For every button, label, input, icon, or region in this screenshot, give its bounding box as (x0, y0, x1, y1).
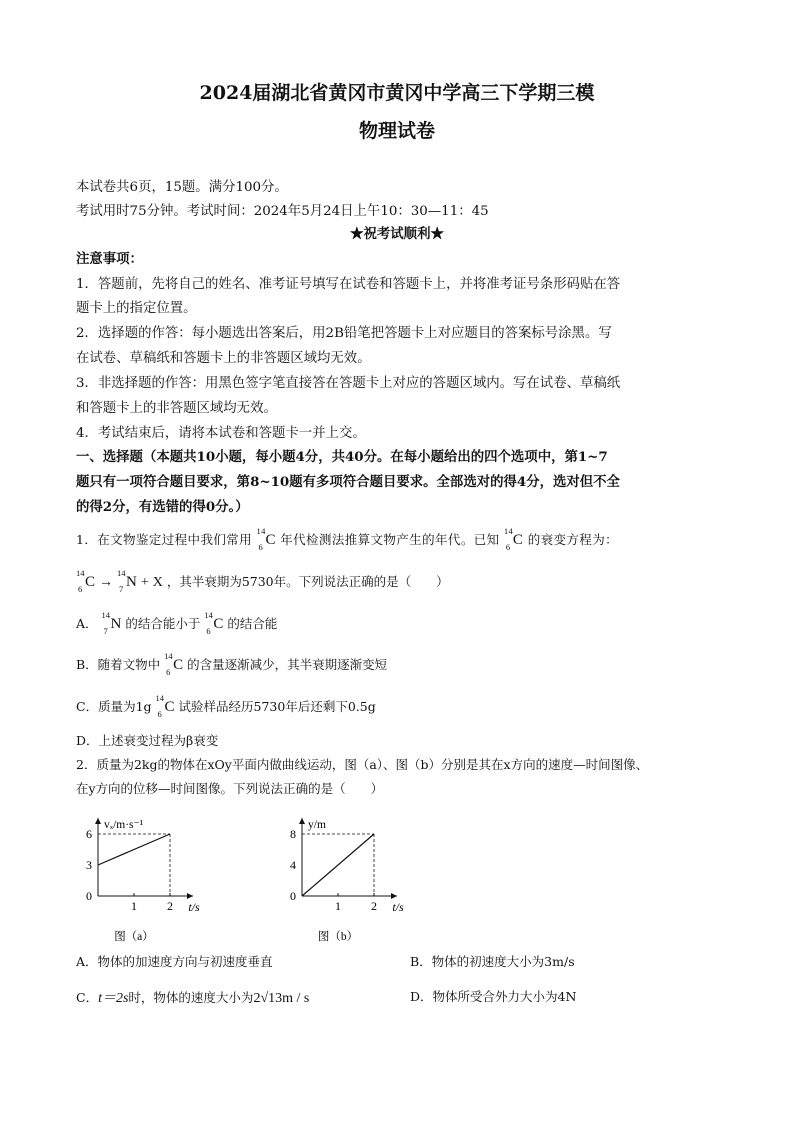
chart-b-displacement-time (280, 806, 420, 946)
q2-stem-line-1: 2．质量为2kg的物体在xOy平面内做曲线运动，图（a）、图（b）分别是其在x方向的速度—时间图像、 (76, 757, 649, 772)
notice-line: 2．选择题的作答：每小题选出答案后，用2B铅笔把答题卡上对应题目的答案标号涂黑。写 (76, 326, 612, 341)
info-line-1: 本试卷共6页，15题。满分100分。 (76, 180, 288, 195)
section-heading-line: 题只有一项符合题目要求，第8~10题有多项符合题目要求。全部选对的得4分，选对但不全 (76, 474, 620, 490)
carbon-14-symbol: 14 6 C (256, 526, 276, 552)
chart-caption: 图（a） (114, 931, 154, 943)
section-heading: 一、选择题（本题共10小题，每小题4分，共40分。在每小题给出的四个选项中，第1~7 (76, 449, 608, 465)
y-axis-label: y/m (308, 819, 326, 831)
carbon-14-symbol: 14 6 C (503, 526, 524, 552)
q2-stem-line-2: 在y方向的位移—时间图像。下列说法正确的是（ ） (76, 781, 384, 796)
x-axis-label: t/s (188, 900, 200, 914)
q1-decay-equation: 14 6 C → 14 7 N + X ，其半衰期为5730年。下列说法正确的是（ ） (76, 568, 449, 594)
section-heading-line: 的得2分，有选错的得0分。） (76, 499, 249, 515)
y-tick-label: 4 (290, 858, 296, 872)
q1-option-c: C．质量为1g 14 6 C 试验样品经历5730年后还剩下0.5g (76, 693, 376, 719)
y-tick-label: 3 (86, 858, 92, 872)
data-series-line (302, 834, 374, 896)
exam-subtitle: 物理试卷 (358, 120, 435, 142)
x-tick-label: 2 (371, 899, 377, 913)
chart-a-velocity-time (76, 806, 216, 946)
x-tick-label: 2 (167, 899, 173, 913)
q1-stem-line-1: 1．在文物鉴定过程中我们常用 14 6 C 年代检测法推算文物产生的年代。已知 14 6 C 的衰变方程为： (76, 526, 618, 552)
q2-option-c: C．t＝2s时，物体的速度大小为2√13m / s (76, 990, 310, 1006)
q2-option-b: B．物体的初速度大小为3m/s (410, 954, 575, 969)
blessing: ★祝考试顺利★ (350, 226, 444, 242)
y-tick-label: 0 (86, 889, 92, 903)
notice-line: 题卡上的指定位置。 (76, 301, 197, 316)
arrow-icon: → (99, 575, 113, 590)
y-axis-arrow-icon (299, 818, 305, 824)
x-tick-label: 1 (335, 899, 341, 913)
q1-option-a: A． 14 7 N 的结合能小于 14 6 C 的结合能 (76, 610, 278, 636)
data-series-line (98, 834, 170, 865)
y-tick-label: 8 (290, 827, 296, 841)
y-axis-label: vₓ/m·s⁻¹ (104, 819, 144, 831)
y-axis-arrow-icon (95, 818, 101, 824)
q1-option-d: D．上述衰变过程为β衰变 (76, 733, 219, 748)
q2-option-a: A．物体的加速度方向与初速度垂直 (76, 954, 273, 969)
notice-line: 在试卷、草稿纸和答题卡上的非答题区域均无效。 (76, 351, 371, 366)
notice-line: 4．考试结束后，请将本试卷和答题卡一并上交。 (76, 426, 366, 441)
x-axis-arrow-icon (391, 893, 397, 899)
notice-line: 3．非选择题的作答：用黑色签字笔直接答在答题卡上对应的答题区域内。写在试卷、草稿纸 (76, 376, 621, 391)
q1-option-b: B．随着文物中 14 6 C 的含量逐渐减少，其半衰期逐渐变短 (76, 651, 388, 677)
exam-title: 2024届湖北省黄冈市黄冈中学高三下学期三模 (199, 82, 595, 104)
info-line-2: 考试用时75分钟。考试时间：2024年5月24日上午10：30—11：45 (76, 204, 489, 219)
notice-heading: 注意事项： (76, 251, 143, 267)
x-tick-label: 1 (131, 899, 137, 913)
notice-line: 1．答题前，先将自己的姓名、准考证号填写在试卷和答题卡上，并将准考证号条形码贴在答 (76, 277, 621, 292)
x-axis-arrow-icon (187, 893, 193, 899)
y-tick-label: 0 (290, 889, 296, 903)
q2-option-d: D．物体所受合外力大小为4N (410, 989, 577, 1004)
notice-line: 和答题卡上的非答题区域均无效。 (76, 401, 277, 416)
y-tick-label: 6 (86, 827, 92, 841)
chart-caption: 图（b） (317, 931, 359, 943)
x-axis-label: t/s (392, 900, 404, 914)
